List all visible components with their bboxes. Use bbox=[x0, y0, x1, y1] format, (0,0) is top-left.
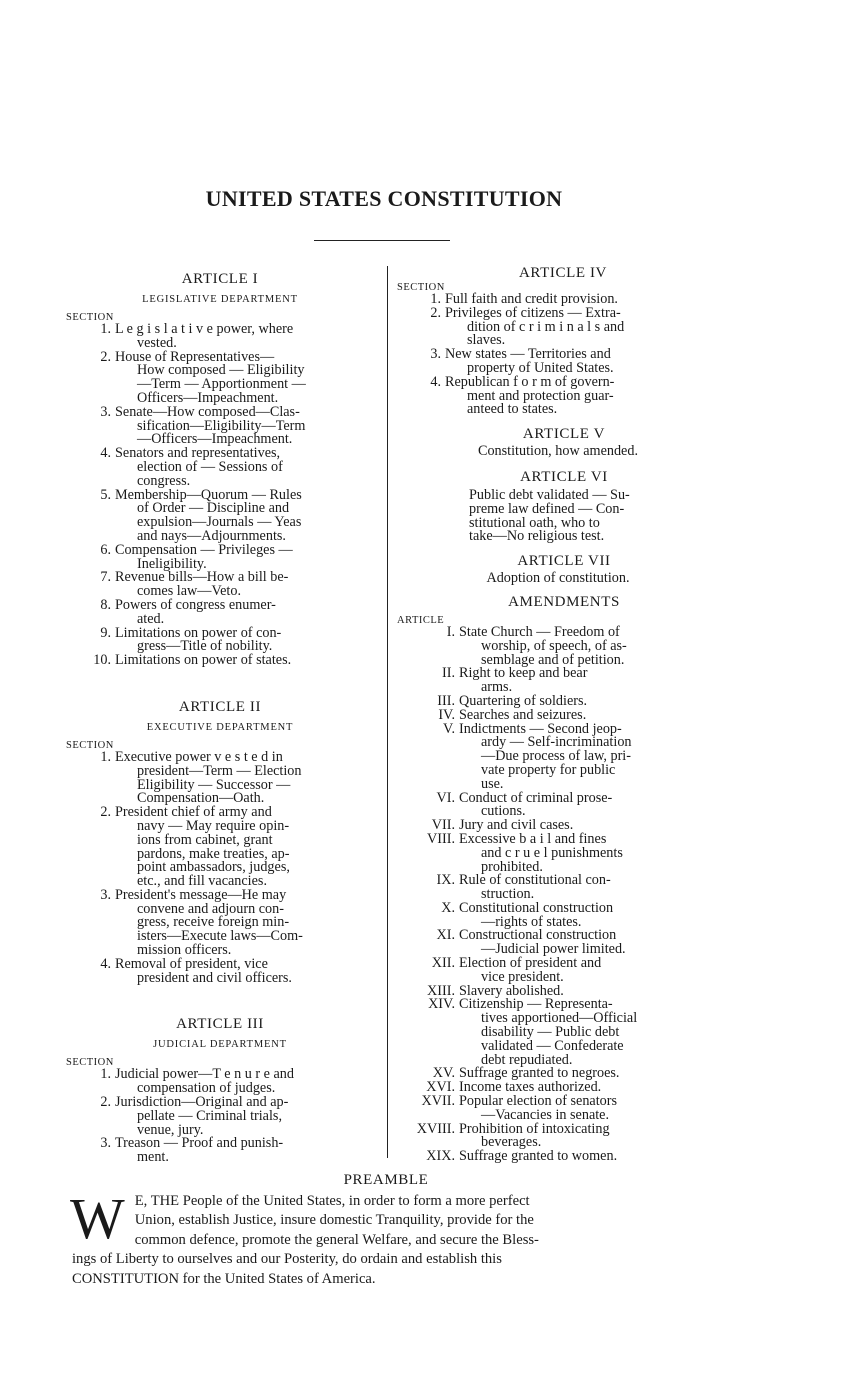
section-number: 2. bbox=[100, 348, 111, 365]
text-line: Limitations on power of con- bbox=[115, 624, 282, 641]
article-heading: ARTICLE VI bbox=[520, 468, 608, 485]
text-line: congress. bbox=[137, 472, 191, 489]
section-number: 8. bbox=[100, 596, 111, 613]
preamble-heading: PREAMBLE bbox=[343, 1172, 429, 1188]
preamble-lines bbox=[70, 1186, 704, 1289]
section-number: 7. bbox=[100, 569, 111, 586]
section-item bbox=[66, 886, 374, 959]
text-line: arms. bbox=[481, 679, 513, 696]
text-line: Election of president and bbox=[459, 955, 602, 972]
amendments-heading: AMENDMENTS bbox=[508, 593, 620, 610]
section-text bbox=[111, 624, 374, 655]
text-line: —Term — Apportionment — bbox=[137, 376, 306, 393]
amendment-text bbox=[455, 667, 707, 695]
section-text bbox=[111, 486, 374, 544]
amendment-text bbox=[455, 830, 707, 875]
amendment-text bbox=[455, 1150, 707, 1164]
section-text bbox=[111, 596, 374, 627]
text-line: dition of c r i m i n a l s and bbox=[467, 318, 625, 335]
article-label: ARTICLE bbox=[397, 614, 445, 626]
amendments bbox=[397, 593, 707, 1164]
section-item bbox=[66, 348, 374, 406]
text-line: Jurisdiction—Original and ap- bbox=[115, 1094, 289, 1111]
section-text bbox=[111, 403, 374, 448]
section-number: 3. bbox=[430, 346, 441, 363]
article-heading: ARTICLE III bbox=[176, 1016, 264, 1033]
text-line: slaves. bbox=[467, 332, 506, 349]
section-text bbox=[111, 748, 374, 807]
amendment-text bbox=[455, 720, 707, 792]
text-line: Ineligibility. bbox=[137, 555, 207, 572]
section-item bbox=[66, 955, 374, 986]
amendment-item bbox=[397, 929, 707, 957]
text-line: semblage and of petition. bbox=[481, 651, 625, 668]
text-line: use. bbox=[481, 775, 504, 792]
left-column bbox=[66, 270, 374, 1165]
article-1 bbox=[66, 270, 374, 668]
amendment-number: VIII. bbox=[427, 830, 455, 847]
amendment-item bbox=[397, 667, 707, 695]
section-text bbox=[111, 571, 374, 599]
text-line: vice president. bbox=[481, 968, 564, 985]
text-line: Rule of constitutional con- bbox=[459, 872, 611, 889]
amendment-number: VI. bbox=[436, 789, 455, 806]
text-line: isters—Execute laws—Com- bbox=[137, 928, 303, 945]
amendment-text bbox=[455, 789, 707, 820]
text-line: Quartering of soldiers. bbox=[459, 692, 588, 709]
section-item bbox=[66, 323, 374, 351]
text-line: Slavery abolished. bbox=[459, 982, 564, 999]
text-line: Searches and seizures. bbox=[459, 706, 587, 723]
text-line: How composed — Eligibility bbox=[137, 362, 305, 379]
text-line: mission officers. bbox=[137, 942, 232, 959]
section-item bbox=[66, 654, 374, 668]
text-line: Conduct of criminal prose- bbox=[459, 789, 613, 806]
text-line: Right to keep and bear bbox=[459, 665, 588, 682]
text-line: Privileges of citizens — Extra- bbox=[445, 304, 621, 321]
section-label: SECTION bbox=[66, 1057, 114, 1069]
text-line: New states — Territories and bbox=[445, 346, 611, 363]
preamble-text bbox=[70, 1186, 704, 1289]
section-label: SECTION bbox=[397, 282, 445, 293]
text-line: Powers of congress enumer- bbox=[115, 596, 276, 613]
text-line: disability — Public debt bbox=[481, 1024, 620, 1041]
article-5 bbox=[397, 425, 707, 459]
section-item bbox=[397, 373, 707, 418]
article-heading: ARTICLE VII bbox=[517, 553, 611, 570]
section-number: 1. bbox=[430, 291, 441, 307]
amendment-number: X. bbox=[441, 899, 455, 916]
section-number: 6. bbox=[100, 541, 111, 558]
section-item bbox=[66, 1068, 374, 1096]
section-label: SECTION bbox=[66, 739, 114, 751]
section-item bbox=[66, 806, 374, 889]
text-line: Senate—How composed—Clas- bbox=[115, 403, 300, 420]
amendment-number: I. bbox=[446, 623, 455, 640]
text-line: navy — May require opin- bbox=[137, 817, 290, 834]
section-item bbox=[66, 486, 374, 544]
text-line: Compensation—Oath. bbox=[137, 790, 265, 807]
section-number: 1. bbox=[100, 748, 111, 765]
text-line: ment. bbox=[137, 1149, 169, 1166]
amendment-number: XIX. bbox=[426, 1148, 455, 1165]
text-line: and c r u e l punishments bbox=[481, 844, 623, 861]
text-line: Compensation — Privileges — bbox=[115, 541, 293, 558]
section-label: SECTION bbox=[66, 312, 114, 323]
dropcap-letter: W bbox=[70, 1186, 125, 1251]
text-line: convene and adjourn con- bbox=[137, 900, 284, 917]
section-item bbox=[66, 596, 374, 627]
text-line: expulsion—Journals — Yeas bbox=[137, 514, 302, 531]
text-line: president—Term — Election bbox=[137, 762, 302, 779]
text-line: Judicial power—T e n u r e and bbox=[115, 1066, 294, 1083]
text-line: stitutional oath, who to bbox=[469, 514, 600, 531]
text-line: debt repudiated. bbox=[481, 1051, 573, 1068]
amendment-number: II. bbox=[442, 665, 455, 682]
text-line: Prohibition of intoxicating bbox=[459, 1120, 610, 1137]
text-line: take—No religious test. bbox=[469, 528, 605, 545]
text-line: Limitations on power of states. bbox=[115, 652, 292, 669]
amendment-number: IX. bbox=[436, 872, 455, 889]
amendment-item bbox=[397, 1150, 707, 1164]
page-title: UNITED STATES CONSTITUTION bbox=[205, 186, 563, 211]
title-rule bbox=[314, 240, 450, 241]
section-item bbox=[66, 541, 374, 572]
text-line: Indictments — Second jeop- bbox=[459, 720, 622, 737]
section-number: 1. bbox=[100, 321, 111, 337]
amendment-text bbox=[455, 929, 707, 957]
text-line: pellate — Criminal trials, bbox=[137, 1107, 282, 1124]
amendment-number: XVIII. bbox=[416, 1120, 455, 1137]
text-line: Senators and representatives, bbox=[115, 445, 281, 462]
section-text bbox=[111, 1068, 374, 1096]
section-list bbox=[66, 748, 374, 986]
text-line: —Judicial power limited. bbox=[481, 941, 626, 958]
amendment-number: XV. bbox=[432, 1065, 455, 1082]
amendment-text bbox=[455, 957, 707, 985]
section-item bbox=[66, 447, 374, 488]
section-number: 2. bbox=[100, 1094, 111, 1111]
text-line: struction. bbox=[481, 886, 535, 903]
section-list bbox=[66, 323, 374, 668]
section-item bbox=[66, 403, 374, 448]
amendment-number: III. bbox=[437, 692, 455, 709]
section-number: 2. bbox=[100, 804, 111, 821]
section-number: 4. bbox=[100, 445, 111, 462]
amendment-text bbox=[455, 623, 707, 668]
text-line: Membership—Quorum — Rules bbox=[115, 486, 302, 503]
text-line: President's message—He may bbox=[115, 886, 287, 903]
article-text: Adoption of constitution. bbox=[486, 570, 630, 587]
text-line: Income taxes authorized. bbox=[459, 1079, 602, 1096]
amendment-number: XVII. bbox=[421, 1093, 455, 1110]
text-line: Excessive b a i l and fines bbox=[459, 830, 607, 847]
section-number: 4. bbox=[100, 955, 111, 972]
text-line: ions from cabinet, grant bbox=[137, 831, 273, 848]
text-line: anteed to states. bbox=[467, 401, 558, 418]
text-line: Suffrage granted to women. bbox=[459, 1148, 618, 1165]
department-label: JUDICIAL DEPARTMENT bbox=[153, 1039, 287, 1051]
amendment-item bbox=[397, 789, 707, 820]
preamble-line: ings of Liberty to ourselves and our Posterity, do ordain and establish this bbox=[72, 1251, 502, 1268]
section-text bbox=[111, 541, 374, 572]
text-line: point ambassadors, judges, bbox=[137, 859, 290, 876]
amendment-item bbox=[397, 899, 707, 930]
preamble-line: CONSTITUTION for the United States of America. bbox=[72, 1270, 376, 1287]
text-line: venue, jury. bbox=[137, 1121, 204, 1138]
text-line: Constitutional construction bbox=[459, 899, 614, 916]
text-line: ardy — Self-incrimination bbox=[481, 734, 632, 751]
text-line: Full faith and credit provision. bbox=[445, 291, 618, 307]
amendment-text bbox=[455, 1095, 707, 1123]
text-line: gress—Title of nobility. bbox=[137, 638, 273, 655]
section-number: 3. bbox=[100, 403, 111, 420]
section-list bbox=[397, 293, 707, 417]
text-line: President chief of army and bbox=[115, 804, 272, 821]
article-7 bbox=[397, 552, 707, 586]
text-line: gress, receive foreign min- bbox=[137, 914, 290, 931]
text-line: Popular election of senators bbox=[459, 1093, 617, 1110]
section-number: 1. bbox=[100, 1066, 111, 1083]
text-line: —Vacancies in senate. bbox=[481, 1106, 610, 1123]
section-item bbox=[66, 571, 374, 599]
section-number: 10. bbox=[93, 652, 111, 669]
section-number: 4. bbox=[430, 373, 441, 390]
amendment-number: XII. bbox=[431, 955, 455, 972]
preamble-line: common defence, promote the general Welfare, and secure the Bless- bbox=[134, 1231, 539, 1248]
section-text bbox=[441, 304, 707, 349]
section-item bbox=[66, 624, 374, 655]
article-text: Constitution, how amended. bbox=[478, 443, 638, 460]
amendment-item bbox=[397, 874, 707, 902]
amendment-text bbox=[455, 899, 707, 930]
text-line: property of United States. bbox=[467, 359, 614, 376]
amendment-item bbox=[397, 998, 707, 1067]
amendment-item bbox=[397, 623, 707, 668]
department-label: EXECUTIVE DEPARTMENT bbox=[146, 721, 294, 733]
text-line: Treason — Proof and punish- bbox=[115, 1135, 284, 1152]
section-text bbox=[111, 323, 374, 351]
text-line: sification—Eligibility—Term bbox=[137, 417, 306, 434]
amendment-text bbox=[455, 998, 707, 1067]
text-line: and nays—Adjournments. bbox=[137, 527, 286, 544]
section-item bbox=[66, 748, 374, 807]
text-line: comes law—Veto. bbox=[137, 583, 242, 600]
amendment-text bbox=[455, 874, 707, 902]
text-line: Public debt validated — Su- bbox=[469, 486, 630, 503]
section-item bbox=[66, 1096, 374, 1137]
section-text bbox=[441, 373, 707, 418]
section-text bbox=[111, 886, 374, 959]
amendment-number: XVI. bbox=[426, 1079, 455, 1096]
text-line: of Order — Discipline and bbox=[137, 500, 290, 517]
text-line: Republican f o r m of govern- bbox=[445, 373, 615, 390]
text-line: etc., and fill vacancies. bbox=[137, 873, 267, 890]
amendment-number: XIII. bbox=[427, 982, 455, 999]
amendment-list bbox=[397, 623, 707, 1165]
section-text bbox=[111, 654, 374, 668]
amendment-number: IV. bbox=[438, 706, 455, 723]
amendment-number: V. bbox=[443, 720, 455, 737]
text-line: Eligibility — Successor — bbox=[137, 776, 291, 793]
section-number: 3. bbox=[100, 886, 111, 903]
section-text bbox=[111, 806, 374, 889]
section-number: 3. bbox=[100, 1135, 111, 1152]
text-line: —Officers—Impeachment. bbox=[137, 431, 293, 448]
text-line: Jury and civil cases. bbox=[459, 817, 574, 834]
text-line: Executive power v e s t e d in bbox=[115, 748, 283, 765]
amendment-number: XIV. bbox=[428, 996, 455, 1013]
text-line: vate property for public bbox=[481, 761, 616, 778]
section-item bbox=[397, 304, 707, 349]
text-line: —rights of states. bbox=[481, 913, 582, 930]
article-4 bbox=[397, 264, 707, 417]
section-text bbox=[111, 1137, 374, 1165]
amendment-item bbox=[397, 830, 707, 875]
article-2 bbox=[66, 698, 374, 986]
section-list bbox=[66, 1068, 374, 1165]
amendment-text bbox=[455, 1120, 707, 1151]
text-line: Suffrage granted to negroes. bbox=[459, 1065, 620, 1082]
department-label: LEGISLATIVE DEPARTMENT bbox=[142, 294, 298, 305]
section-number: 9. bbox=[100, 624, 111, 641]
text-line: president and civil officers. bbox=[137, 969, 292, 986]
section-text bbox=[111, 447, 374, 488]
amendment-item bbox=[397, 1120, 707, 1151]
right-column bbox=[397, 264, 707, 1164]
text-line: validated — Confederate bbox=[481, 1037, 624, 1054]
text-line: ment and protection guar- bbox=[467, 387, 614, 404]
section-text bbox=[111, 348, 374, 406]
text-line: prohibited. bbox=[481, 858, 543, 875]
text-line: pardons, make treaties, ap- bbox=[137, 845, 290, 862]
article-text bbox=[397, 486, 707, 545]
text-line: Officers—Impeachment. bbox=[137, 389, 279, 406]
text-line: Removal of president, vice bbox=[115, 955, 268, 972]
amendment-number: XI. bbox=[436, 927, 455, 944]
amendment-item bbox=[397, 720, 707, 792]
text-line: Revenue bills—How a bill be- bbox=[115, 569, 289, 586]
text-line: cutions. bbox=[481, 803, 526, 820]
amendment-number: VII. bbox=[431, 817, 455, 834]
section-item bbox=[66, 1137, 374, 1165]
preamble-line: Union, establish Justice, insure domestic Tranquility, provide for the bbox=[134, 1212, 534, 1229]
section-item bbox=[397, 348, 707, 376]
section-text bbox=[111, 955, 374, 986]
article-heading: ARTICLE V bbox=[522, 426, 606, 443]
amendment-item bbox=[397, 1095, 707, 1123]
text-line: House of Representatives— bbox=[115, 348, 275, 365]
text-line: beverages. bbox=[481, 1134, 542, 1151]
text-line: compensation of judges. bbox=[137, 1080, 276, 1097]
text-line: State Church — Freedom of bbox=[459, 623, 620, 640]
text-line: Citizenship — Representa- bbox=[459, 996, 613, 1013]
text-line: tives apportioned—Official bbox=[481, 1010, 638, 1027]
article-heading: ARTICLE I bbox=[181, 271, 259, 287]
section-text bbox=[441, 348, 707, 376]
text-line: L e g i s l a t i v e power, where bbox=[115, 321, 294, 337]
amendment-item bbox=[397, 957, 707, 985]
article-heading: ARTICLE IV bbox=[518, 265, 607, 281]
article-3 bbox=[66, 1015, 374, 1165]
section-number: 2. bbox=[430, 304, 441, 321]
preamble-line: E, THE People of the United States, in order to form a more perfect bbox=[134, 1193, 530, 1209]
text-line: Constructional construction bbox=[459, 927, 617, 944]
text-line: worship, of speech, of as- bbox=[481, 637, 627, 654]
column-divider bbox=[387, 266, 388, 1158]
text-line: ated. bbox=[137, 610, 165, 627]
text-line: election of — Sessions of bbox=[137, 458, 283, 475]
section-number: 5. bbox=[100, 486, 111, 503]
text-line: preme law defined — Con- bbox=[469, 500, 625, 517]
section-text bbox=[111, 1096, 374, 1137]
text-line: vested. bbox=[137, 334, 177, 351]
article-6 bbox=[397, 468, 707, 544]
article-heading: ARTICLE II bbox=[178, 698, 262, 715]
text-line: —Due process of law, pri- bbox=[481, 748, 631, 765]
